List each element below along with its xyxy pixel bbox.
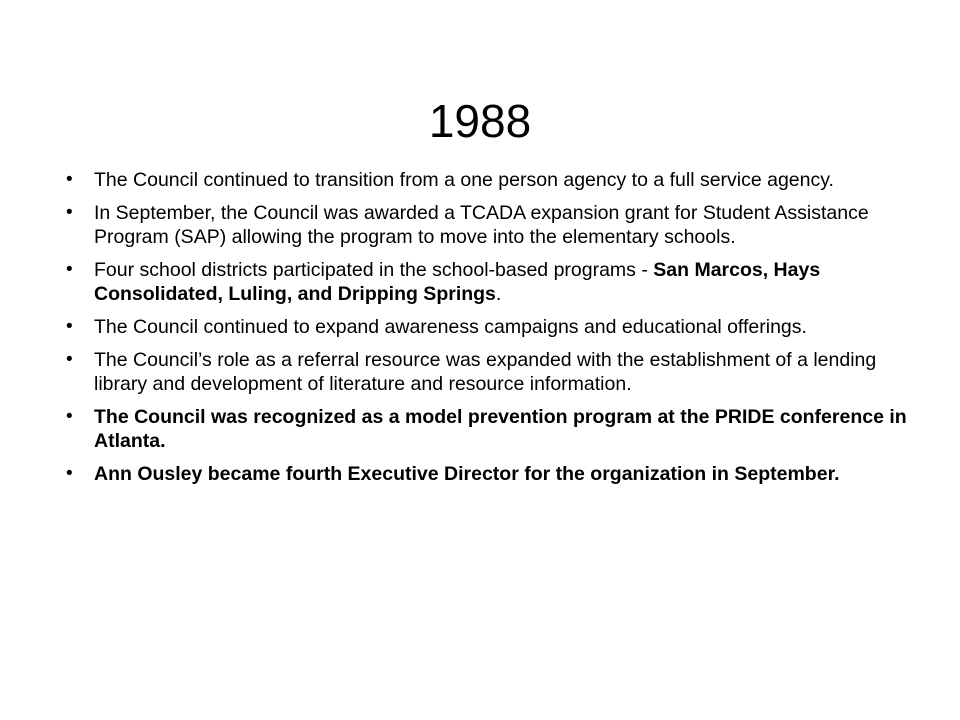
bullet-text-run: The Council’s role as a referral resource was expanded with the establishment of a lending library and development of literature and resource information. bbox=[94, 349, 877, 395]
bullet-text-run: Four school districts participated in the school-based programs - bbox=[94, 259, 654, 281]
bullet-item bbox=[66, 258, 916, 306]
bullet-dot-icon: • bbox=[66, 406, 73, 427]
bullet-item bbox=[66, 168, 916, 192]
bullet-item bbox=[66, 348, 916, 396]
bullet-dot-icon: • bbox=[66, 202, 73, 223]
bullet-dot-icon: • bbox=[66, 259, 73, 280]
bullet-text bbox=[94, 349, 876, 395]
bullet-text bbox=[94, 463, 840, 485]
bullet-text bbox=[94, 259, 820, 305]
bullet-text-run: The Council continued to transition from a one person agency to a full service agency. bbox=[94, 169, 834, 191]
bullet-text-run: . bbox=[495, 283, 502, 305]
bullet-text bbox=[94, 169, 834, 191]
bullet-dot-icon: • bbox=[66, 316, 73, 337]
bullet-dot-icon: • bbox=[66, 463, 73, 484]
bullet-text-bold-run: San Marcos, Hays Consolidated, Luling, and Dripping Springs bbox=[94, 259, 821, 305]
bullet-item bbox=[66, 405, 916, 453]
bullet-dot-icon: • bbox=[66, 169, 73, 190]
bullet-text bbox=[94, 406, 907, 452]
bullet-text-run: In September, the Council was awarded a TCADA expansion grant for Student Assistance Program (SAP) allowing the program to move into the elementary schools. bbox=[94, 202, 869, 248]
bullet-text-run: The Council continued to expand awareness campaigns and educational offerings. bbox=[94, 316, 807, 338]
bullet-text bbox=[94, 316, 807, 338]
bullet-text-bold-run: Ann Ousley became fourth Executive Director for the organization in September. bbox=[94, 463, 840, 485]
bullet-dot-icon: • bbox=[66, 349, 73, 370]
bullet-item bbox=[66, 315, 916, 339]
bullet-item bbox=[66, 462, 916, 486]
bullet-list bbox=[66, 168, 916, 495]
bullet-text-bold-run: The Council was recognized as a model prevention program at the PRIDE conference in Atlanta. bbox=[94, 406, 907, 452]
bullet-text bbox=[94, 202, 869, 248]
slide-title: 1988 bbox=[428, 94, 532, 147]
bullet-item bbox=[66, 201, 916, 249]
